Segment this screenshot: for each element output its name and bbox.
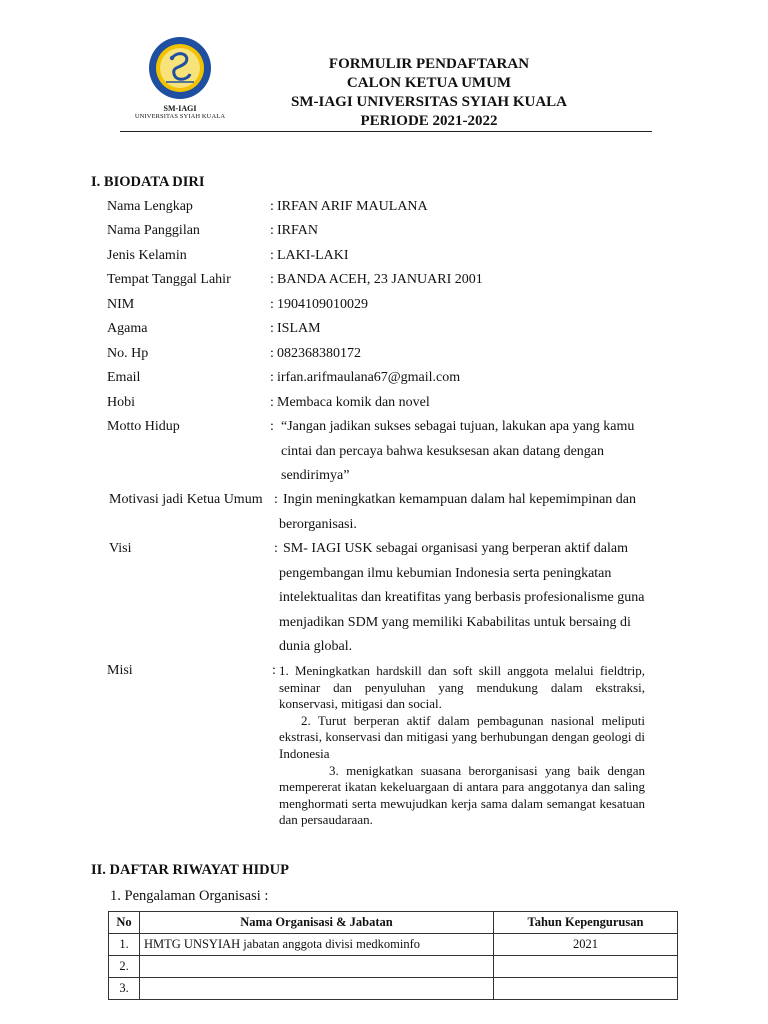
logo-sublabel: UNIVERSITAS SYIAH KUALA [134,113,226,120]
field-label: Motivasi jadi Ketua Umum [109,492,263,507]
field-label: Motto Hidup [107,419,180,434]
misi-list [279,663,645,829]
header-divider [120,131,652,132]
table-cell: 2021 [494,934,678,956]
table-cell [140,956,494,978]
field-value: ISLAM [277,321,321,336]
column-header: Tahun Kepengurusan [494,912,678,934]
field-label: Jenis Kelamin [107,248,187,263]
motto-line: sendirimya” [281,468,350,483]
visi-line: menjadikan SDM yang memiliki Kababilitas untuk bersaing di [279,615,631,630]
table-cell: HMTG UNSYIAH jabatan anggota divisi medkominfo [140,934,494,956]
column-header: No [109,912,140,934]
title-line: SM-IAGI UNIVERSITAS SYIAH KUALA [290,94,568,110]
table-row [109,934,678,956]
section-heading-biodata: I. BIODATA DIRI [91,174,205,190]
title-line: CALON KETUA UMUM [346,75,512,91]
misi-item: 1. Meningkatkan hardskill dan soft skill anggota melalui fieldtrip, seminar dan penyuluhan yang mendukung dalam ekstraksi, konservasi, mitigasi dan social. [279,663,645,712]
table-header-row [109,912,678,934]
title-line: PERIODE 2021-2022 [360,113,498,129]
table-cell [140,978,494,1000]
field-label: Hobi [107,395,135,410]
sm-iagi-logo [148,36,212,100]
title-line: FORMULIR PENDAFTARAN [328,56,530,72]
field-value: BANDA ACEH, 23 JANUARI 2001 [277,272,483,287]
table-cell: 2. [109,956,140,978]
field-label: Visi [109,541,132,556]
motto-line: cintai dan percaya bahwa kesuksesan akan datang dengan [281,444,605,459]
visi-line: SM- IAGI USK sebagai organisasi yang berperan aktif dalam [283,541,628,556]
misi-item: 2. Turut berperan aktif dalam pembagunan nasional meliputi ekstrasi, konservasi dan mitigasi yang berhubungan dengan geologi di Indonesia [279,712,645,761]
field-label: Tempat Tanggal Lahir [107,272,231,287]
column-header: Nama Organisasi & Jabatan [140,912,494,934]
field-value: 1904109010029 [277,297,368,312]
table-cell [494,956,678,978]
field-value: IRFAN ARIF MAULANA [277,199,428,214]
field-label: No. Hp [107,346,149,361]
motto-line: “Jangan jadikan sukses sebagai tujuan, lakukan apa yang kamu [281,419,635,434]
visi-line: dunia global. [279,639,353,654]
table-row [109,956,678,978]
field-value: LAKI-LAKI [277,248,349,263]
field-label: Email [107,370,141,385]
subsection-heading: 1. Pengalaman Organisasi : [110,888,269,904]
document-page: SM-IAGI UNIVERSITAS SYIAH KUALA FORMULIR PENDAFTARAN CALON KETUA UMUM SM-IAGI UNIVERSITAS SYIAH KUALA PERIODE 2021-2022 I. BIODATA DIRI Nama Lengkap : IRFAN ARIF MAULANA Nama Panggilan : IRFAN Jenis Kelamin : LAKI-LAKI Tempat Tanggal Lahir : BANDA ACEH, 23 JANUARI 2001 NIM : 1904109010029 Agama : ISLAM No. Hp : 082368380172 Email : irfan.arifmaulana67@gmail.com Hobi : Membaca komik dan novel Motto Hidup : “Jangan jadikan sukses sebagai tujuan, lakukan apa yang kamu cintai dan percaya bahwa kesuksesan akan datang dengan sendirimya” Motivasi jadi Ketua Umum : Ingin meningkatkan kemampuan dalam hal kepemimpinan dan berorganisasi. Visi : SM- IAGI USK sebagai organisasi yang berperan aktif dalam pengembangan ilmu kebumian Indonesia serta peningkatan intelektualitas dan kreatifitas yang berbasis profesionalisme guna menjadikan SDM yang memiliki Kababilitas untuk bersaing di dunia global. Misi : 1. Meningkatkan hardskill dan soft skill anggota melalui fieldtrip, seminar dan penyuluhan yang mendukung dalam ekstraksi, konservasi, mitigasi dan social. 2. Turut berperan aktif dalam pembagunan nasional meliputi ekstrasi, konservasi dan mitigasi yang berhubungan dengan geologi di Indonesia 3. menigkatkan suasana berorganisasi yang baik dengan mempererat ikatan kekeluargaan di antara para anggotanya dan saling menghormati serta mewujudkan kerja sama dalam semangat kesatuan dan persaudaraan. II. DAFTAR RIWAYAT HIDUP 1. Pengalaman Organisasi : No Nama Organisasi & Jabatan Tahun Kepengurusan 1. HMTG UNSYIAH jabatan anggota divisi medkominfo 2021 2. 3. [0,0,768,1024]
motivasi-line: berorganisasi. [279,517,357,532]
table-cell: 1. [109,934,140,956]
table-row [109,978,678,1000]
field-value: 082368380172 [277,346,361,361]
field-value: IRFAN [277,223,318,238]
field-label: Misi [107,663,133,678]
field-label: Agama [107,321,148,336]
organization-table [108,911,678,1000]
misi-item: 3. menigkatkan suasana berorganisasi yang baik dengan mempererat ikatan kekeluargaan di antara para anggotanya dan saling menghormati serta mewujudkan kerja sama dalam semangat kesatuan dan persaudaraan. [279,762,645,828]
field-value: Membaca komik dan novel [277,395,430,410]
table-cell [494,978,678,1000]
field-value: irfan.arifmaulana67@gmail.com [277,370,461,385]
field-label: Nama Panggilan [107,223,200,238]
visi-line: intelektualitas dan kreatifitas yang berbasis profesionalisme guna [279,590,645,605]
field-label: NIM [107,297,135,312]
field-label: Nama Lengkap [107,199,193,214]
table-cell: 3. [109,978,140,1000]
logo-label: SM-IAGI [163,104,197,113]
document-title [268,55,590,131]
visi-line: pengembangan ilmu kebumian Indonesia serta peningkatan [279,566,612,581]
motivasi-line: Ingin meningkatkan kemampuan dalam hal kepemimpinan dan [283,492,637,507]
section-heading-riwayat: II. DAFTAR RIWAYAT HIDUP [91,862,289,878]
